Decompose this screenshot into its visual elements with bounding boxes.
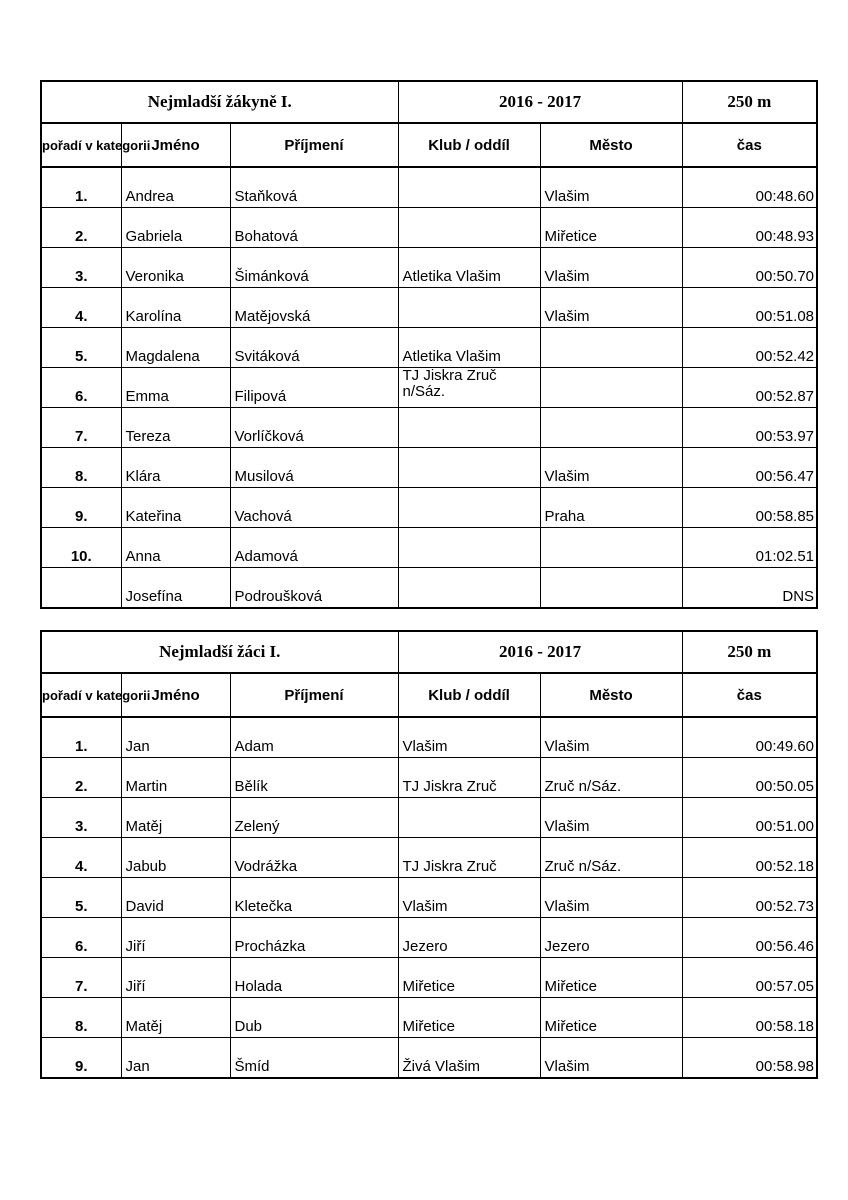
first-name-cell: Tereza: [121, 408, 230, 448]
header-time: čas: [682, 123, 817, 167]
table-row: [41, 998, 817, 1038]
time-cell: 00:56.47: [682, 448, 817, 488]
header-rank: pořadí v kategorii: [41, 673, 121, 717]
time-cell: 00:48.93: [682, 208, 817, 248]
table-row: [41, 288, 817, 328]
distance: 250 m: [682, 81, 817, 123]
rank-cell: 4.: [41, 838, 121, 878]
results-table-girls: [40, 80, 818, 609]
results-table-boys: [40, 630, 818, 1079]
last-name-cell: Filipová: [230, 368, 398, 408]
club-cell: [398, 488, 540, 528]
results-body: [41, 717, 817, 1078]
club-cell: Atletika Vlašim: [398, 248, 540, 288]
last-name-cell: Dub: [230, 998, 398, 1038]
last-name-cell: Adam: [230, 717, 398, 758]
club-cell: [398, 167, 540, 208]
table-row: [41, 717, 817, 758]
city-cell: Zruč n/Sáz.: [540, 838, 682, 878]
table-row: [41, 758, 817, 798]
last-name-cell: Vachová: [230, 488, 398, 528]
club-cell: TJ Jiskra Zruč: [398, 838, 540, 878]
rank-cell: 4.: [41, 288, 121, 328]
city-cell: [540, 328, 682, 368]
city-cell: [540, 408, 682, 448]
table-row: [41, 568, 817, 609]
column-header-row: [41, 673, 817, 717]
table-title-row: [41, 631, 817, 673]
first-name-cell: Jan: [121, 717, 230, 758]
table-row: [41, 408, 817, 448]
time-cell: 00:52.18: [682, 838, 817, 878]
table-title-row: [41, 81, 817, 123]
city-cell: Zruč n/Sáz.: [540, 758, 682, 798]
first-name-cell: Jiří: [121, 958, 230, 998]
rank-cell: 2.: [41, 758, 121, 798]
first-name-cell: Gabriela: [121, 208, 230, 248]
table-row: [41, 878, 817, 918]
time-cell: 00:58.18: [682, 998, 817, 1038]
time-cell: 00:51.00: [682, 798, 817, 838]
time-cell: 00:58.85: [682, 488, 817, 528]
table-row: [41, 448, 817, 488]
table-row: [41, 167, 817, 208]
first-name-cell: Martin: [121, 758, 230, 798]
rank-cell: 7.: [41, 958, 121, 998]
last-name-cell: Adamová: [230, 528, 398, 568]
city-cell: Vlašim: [540, 248, 682, 288]
last-name-cell: Zelený: [230, 798, 398, 838]
club-cell: [398, 798, 540, 838]
header-rank: pořadí v kategorii: [41, 123, 121, 167]
club-cell: TJ Jiskra Zruč: [398, 758, 540, 798]
table-row: [41, 328, 817, 368]
last-name-cell: Kletečka: [230, 878, 398, 918]
table-row: [41, 918, 817, 958]
header-time: čas: [682, 673, 817, 717]
time-cell: 00:51.08: [682, 288, 817, 328]
club-cell: Vlašim: [398, 878, 540, 918]
time-cell: 00:58.98: [682, 1038, 817, 1079]
city-cell: Vlašim: [540, 167, 682, 208]
last-name-cell: Svitáková: [230, 328, 398, 368]
city-cell: Miřetice: [540, 998, 682, 1038]
table-row: [41, 488, 817, 528]
table-row: [41, 368, 817, 408]
rank-cell: 9.: [41, 488, 121, 528]
first-name-cell: Kateřina: [121, 488, 230, 528]
city-cell: Vlašim: [540, 1038, 682, 1079]
header-club: Klub / oddíl: [398, 123, 540, 167]
last-name-cell: Staňková: [230, 167, 398, 208]
first-name-cell: Veronika: [121, 248, 230, 288]
rank-cell: 1.: [41, 167, 121, 208]
rank-cell: [41, 568, 121, 609]
city-cell: Vlašim: [540, 288, 682, 328]
table-row: [41, 838, 817, 878]
first-name-cell: Jiří: [121, 918, 230, 958]
club-cell: Živá Vlašim: [398, 1038, 540, 1079]
last-name-cell: Bohatová: [230, 208, 398, 248]
time-cell: DNS: [682, 568, 817, 609]
rank-cell: 3.: [41, 798, 121, 838]
first-name-cell: Jan: [121, 1038, 230, 1079]
club-cell: TJ Jiskra Zruč n/Sáz.: [398, 368, 540, 408]
city-cell: Vlašim: [540, 798, 682, 838]
city-cell: Vlašim: [540, 448, 682, 488]
club-cell: [398, 528, 540, 568]
last-name-cell: Holada: [230, 958, 398, 998]
city-cell: Miřetice: [540, 208, 682, 248]
city-cell: Jezero: [540, 918, 682, 958]
club-cell: [398, 568, 540, 609]
first-name-cell: Karolína: [121, 288, 230, 328]
club-cell: Vlašim: [398, 717, 540, 758]
last-name-cell: Vorlíčková: [230, 408, 398, 448]
first-name-cell: Klára: [121, 448, 230, 488]
city-cell: [540, 568, 682, 609]
first-name-cell: Matěj: [121, 998, 230, 1038]
city-cell: Praha: [540, 488, 682, 528]
city-cell: Miřetice: [540, 958, 682, 998]
time-cell: 00:52.87: [682, 368, 817, 408]
time-cell: 00:52.73: [682, 878, 817, 918]
last-name-cell: Procházka: [230, 918, 398, 958]
first-name-cell: Jabub: [121, 838, 230, 878]
city-cell: [540, 528, 682, 568]
club-cell: [398, 288, 540, 328]
rank-cell: 8.: [41, 448, 121, 488]
time-cell: 00:56.46: [682, 918, 817, 958]
first-name-cell: Andrea: [121, 167, 230, 208]
last-name-cell: Podroušková: [230, 568, 398, 609]
last-name-cell: Musilová: [230, 448, 398, 488]
time-cell: 01:02.51: [682, 528, 817, 568]
rank-cell: 1.: [41, 717, 121, 758]
header-first-name: Jméno: [121, 673, 230, 717]
club-cell: Miřetice: [398, 958, 540, 998]
first-name-cell: Matěj: [121, 798, 230, 838]
first-name-cell: Josefína: [121, 568, 230, 609]
first-name-cell: David: [121, 878, 230, 918]
table-row: [41, 958, 817, 998]
club-cell: [398, 448, 540, 488]
table-row: [41, 1038, 817, 1079]
table-row: [41, 528, 817, 568]
year-range: 2016 - 2017: [398, 631, 682, 673]
city-cell: Vlašim: [540, 878, 682, 918]
time-cell: 00:52.42: [682, 328, 817, 368]
header-first-name: Jméno: [121, 123, 230, 167]
club-cell: Atletika Vlašim: [398, 328, 540, 368]
year-range: 2016 - 2017: [398, 81, 682, 123]
time-cell: 00:57.05: [682, 958, 817, 998]
rank-cell: 6.: [41, 368, 121, 408]
rank-cell: 6.: [41, 918, 121, 958]
time-cell: 00:53.97: [682, 408, 817, 448]
rank-cell: 2.: [41, 208, 121, 248]
table-row: [41, 208, 817, 248]
header-city: Město: [540, 673, 682, 717]
time-cell: 00:50.70: [682, 248, 817, 288]
rank-cell: 5.: [41, 328, 121, 368]
last-name-cell: Šimánková: [230, 248, 398, 288]
time-cell: 00:48.60: [682, 167, 817, 208]
last-name-cell: Bělík: [230, 758, 398, 798]
column-header-row: [41, 123, 817, 167]
table-row: [41, 248, 817, 288]
distance: 250 m: [682, 631, 817, 673]
last-name-cell: Matějovská: [230, 288, 398, 328]
rank-cell: 3.: [41, 248, 121, 288]
last-name-cell: Vodrážka: [230, 838, 398, 878]
last-name-cell: Šmíd: [230, 1038, 398, 1079]
city-cell: [540, 368, 682, 408]
club-cell: [398, 208, 540, 248]
header-last-name: Příjmení: [230, 673, 398, 717]
club-cell: Jezero: [398, 918, 540, 958]
rank-cell: 9.: [41, 1038, 121, 1079]
time-cell: 00:49.60: [682, 717, 817, 758]
rank-cell: 10.: [41, 528, 121, 568]
time-cell: 00:50.05: [682, 758, 817, 798]
table-row: [41, 798, 817, 838]
city-cell: Vlašim: [540, 717, 682, 758]
first-name-cell: Emma: [121, 368, 230, 408]
rank-cell: 7.: [41, 408, 121, 448]
first-name-cell: Anna: [121, 528, 230, 568]
first-name-cell: Magdalena: [121, 328, 230, 368]
club-cell: Miřetice: [398, 998, 540, 1038]
header-city: Město: [540, 123, 682, 167]
header-last-name: Příjmení: [230, 123, 398, 167]
results-body: [41, 167, 817, 608]
category-title: Nejmladší žáci I.: [41, 631, 398, 673]
rank-cell: 5.: [41, 878, 121, 918]
category-title: Nejmladší žákyně I.: [41, 81, 398, 123]
header-club: Klub / oddíl: [398, 673, 540, 717]
club-cell: [398, 408, 540, 448]
rank-cell: 8.: [41, 998, 121, 1038]
